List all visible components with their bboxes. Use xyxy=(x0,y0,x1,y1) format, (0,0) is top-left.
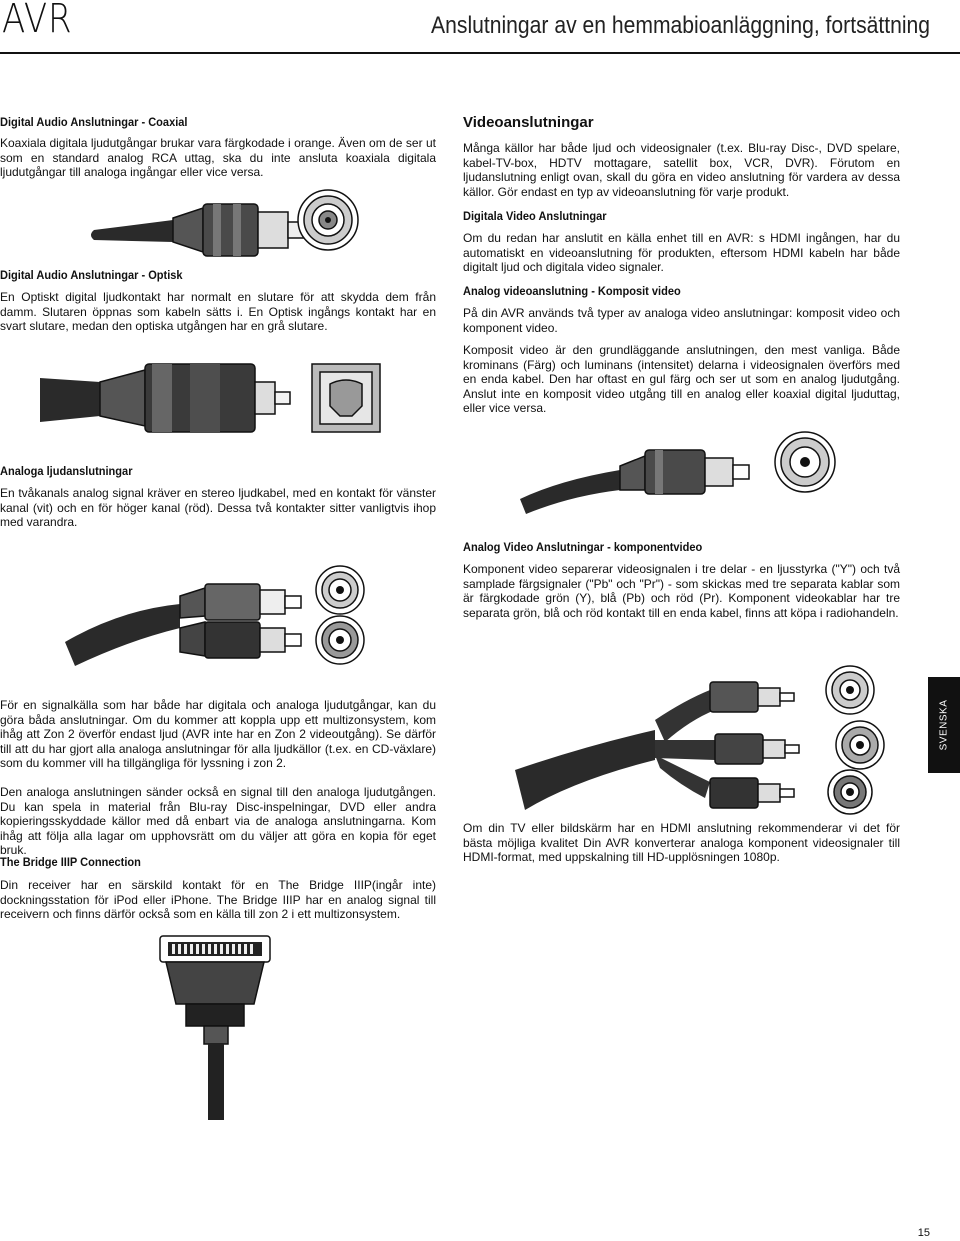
component-heading: Analog Video Anslutningar - komponentvideo xyxy=(463,540,703,554)
composite-text-2: Komposit video är den grundläggande anslutningen, den mest vanliga. Både krominans (Färg) och luminans (intensitet) delarna i videosignalen överförs med en enda kabel. Den har oftast en gul färg och ser ut som en analog ljudutgång. Anslut inte en komposit video utgång till en analog eller koaxial digital ljuduttag, eller vice versa. xyxy=(463,343,900,415)
coaxial-text: Koaxiala digitala ljudutgångar brukar vara färgkodade i orange. Även om de ser ut som en standard analog RCA uttag, ska du inte ansluta koaxiala digitala ljudutgångar till analoga ingångar eller vice versa. xyxy=(0,136,436,179)
hdmi-text: Om din TV eller bildskärm har en HDMI anslutning rekommenderar vi det för bästa möjliga kvalitet Din AVR konverterar analoga komponent videosignaler till HDMI-format, med uppskalning till HD-upplösningen 1080p. xyxy=(463,821,900,864)
language-side-tab xyxy=(928,677,960,773)
signal-text-1: För en signalkälla som har både har digitala och analoga ljudutgångar, kan du göra båda anslutningar. Om du kommer att koppla upp ett multizonsystem, kom ihåg att Zon 2 överför endast ljud (AVR inte har en Zon 2 videoutgång). Se därför till att du har gjort alla analoga anslutningar för alla ljudkällor (t.ex. en CD-växlare) som du kommer vill ha tillgängliga för lyssning i zon 2. xyxy=(0,698,436,770)
optical-cable-illustration xyxy=(40,358,385,436)
video-heading: Videoanslutningar xyxy=(463,114,594,131)
coaxial-cable-illustration xyxy=(88,190,368,262)
analog-text: En tvåkanals analog signal kräver en stereo ljudkabel, med en kontakt för vänster kanal (vit) och en för höger kanal (röd). Dessa två kontakter sitter vanligtvis ihop med varandra. xyxy=(0,486,436,529)
component-video-cable-illustration xyxy=(515,650,915,815)
composite-video-cable-illustration xyxy=(520,424,840,514)
page-number: 15 xyxy=(917,1227,930,1239)
composite-heading: Analog videoanslutning - Komposit video xyxy=(463,284,681,298)
page-title: Anslutningar av en hemmabioanläggning, fortsättning xyxy=(430,12,930,39)
component-text: Komponent video separerar videosignalen i tre delar - en ljusstyrka ("Y") och två samplade färgsignaler ("Pb" och "Pr") - som skickas med tre separata kablar som är färgkodade grön (Y), blå (Pb) och röd (Pr). Komponent videokablar har tre separata grön, blå och röd kontakt till en enda kabel, finns att köpa i radiohandeln. xyxy=(463,562,900,620)
bridge-text: Din receiver har en särskild kontakt för en The Bridge IIIP(ingår inte) dockningsstation för iPod eller iPhone. The Bridge IIIP har en analog signal till receivern och finns därför också som en källa till zon 2 i ett multizonsystem. xyxy=(0,878,436,921)
bridge-connector-illustration xyxy=(158,934,278,1124)
composite-text-1: På din AVR används två typer av analoga video anslutningar: komposit video och komponent video. xyxy=(463,306,900,335)
video-text: Många källor har både ljud och videosignaler (t.ex. Blu-ray Disc-, DVD spelare, kabel-TV-box, HDTV mottagare, satellit box, VCR, DVR). Förutom en ljudanslutning enligt ovan, skall du göra en video anslutning för vardera av dessa källor. Gör endast en typ av videoanslutning för varje produkt. xyxy=(463,141,900,199)
optical-heading: Digital Audio Anslutningar - Optisk xyxy=(0,268,183,282)
digital-video-text: Om du redan har anslutit en källa enhet till en AVR: s HDMI ingången, har du automatiskt en videoanslutning för produkten, eftersom HDMI kabeln har både digitalt ljud och digitala video signaler. xyxy=(463,231,900,274)
bridge-heading: The Bridge IIIP Connection xyxy=(0,855,141,869)
analog-stereo-cable-illustration xyxy=(60,560,380,668)
coaxial-heading: Digital Audio Anslutningar - Coaxial xyxy=(0,115,188,129)
header-rule xyxy=(0,52,960,54)
optical-text: En Optiskt digital ljudkontakt har normalt en slutare för att skydda dem från damm. Slutaren öppnas som kabeln sätts i. En Optisk ingångs kontakt har en svart slutare, medan den optiska utgången har en grå slutare. xyxy=(0,290,436,333)
digital-video-heading: Digitala Video Anslutningar xyxy=(463,209,607,223)
analog-heading: Analoga ljudanslutningar xyxy=(0,464,133,478)
signal-text-2: Den analoga anslutningen sänder också en signal till den analoga ljudutgången. Du kan spela in material från Blu-ray Disc-inspelningar, DVD eller andra kopieringsskyddade källor med då enbart via de analoga anslutningarna. Kom ihåg att följa alla lagar om upphovsrätt om du väljer att göra en kopia för eget bruk. xyxy=(0,785,436,857)
brand-logo: AVR xyxy=(2,0,73,42)
language-side-tab-label: SVENSKA xyxy=(938,699,950,751)
